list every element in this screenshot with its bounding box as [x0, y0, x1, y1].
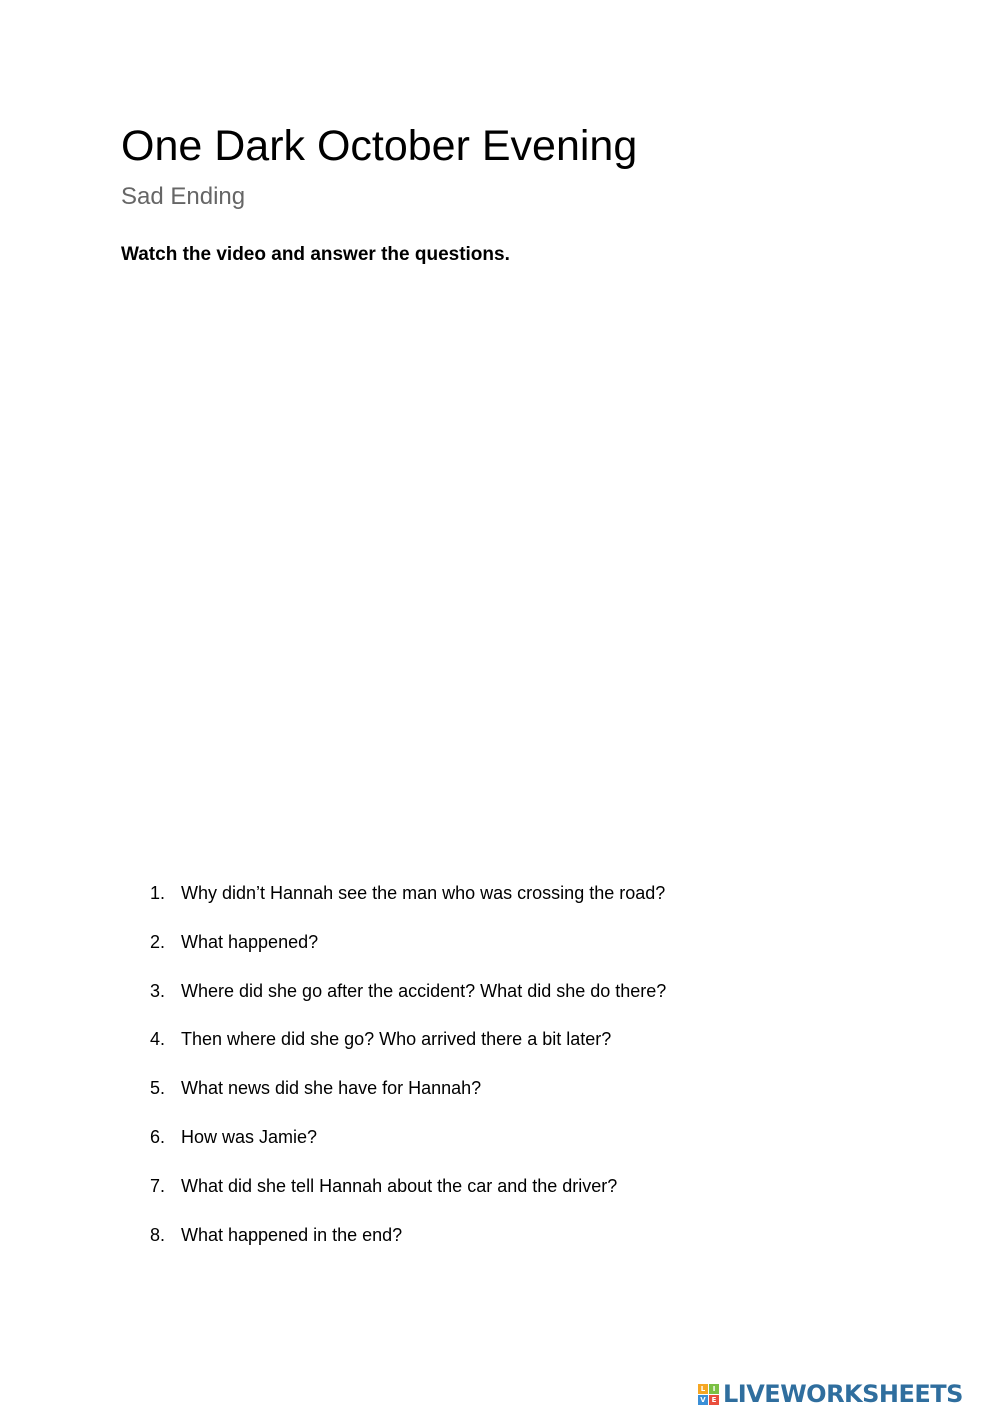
logo-badge-letter: V — [698, 1395, 708, 1405]
logo-badge-letter: I — [709, 1384, 719, 1394]
question-number: 1. — [150, 883, 166, 903]
logo-text: LIVEWORKSHEETS — [723, 1380, 963, 1408]
question-text: Then where did she go? Who arrived there a bit later? — [181, 1029, 612, 1050]
video-placeholder-area — [121, 290, 881, 850]
question-list — [121, 881, 881, 1271]
question-text: What did she tell Hannah about the car and the driver? — [181, 1175, 618, 1196]
question-text: How was Jamie? — [181, 1126, 318, 1147]
question-item — [121, 1174, 881, 1223]
question-text: Where did she go after the accident? What did she do there? — [181, 980, 667, 1001]
liveworksheets-logo[interactable] — [698, 1376, 963, 1412]
question-item — [121, 979, 881, 1028]
page-subtitle: Sad Ending — [121, 183, 246, 210]
question-text: Why didn’t Hannah see the man who was crossing the road? — [181, 883, 666, 903]
question-number: 6. — [150, 1126, 166, 1147]
question-item — [121, 1027, 881, 1076]
logo-badge-icon — [698, 1384, 719, 1405]
question-item — [121, 881, 881, 930]
question-item — [121, 1076, 881, 1125]
instructions-text: Watch the video and answer the questions. — [121, 244, 510, 265]
question-item — [121, 1223, 881, 1272]
question-number: 4. — [150, 1029, 166, 1050]
page-title: One Dark October Evening — [121, 122, 638, 170]
question-text: What happened? — [181, 931, 319, 952]
question-text: What happened in the end? — [181, 1224, 403, 1245]
question-number: 8. — [150, 1224, 166, 1245]
question-item — [121, 930, 881, 979]
question-number: 3. — [150, 980, 166, 1001]
logo-badge-letter: L — [698, 1384, 708, 1394]
question-number: 7. — [150, 1175, 166, 1196]
question-number: 5. — [150, 1078, 166, 1099]
question-text: What news did she have for Hannah? — [181, 1078, 482, 1099]
question-item — [121, 1125, 881, 1174]
logo-badge-letter: E — [709, 1395, 719, 1405]
question-number: 2. — [150, 931, 166, 952]
